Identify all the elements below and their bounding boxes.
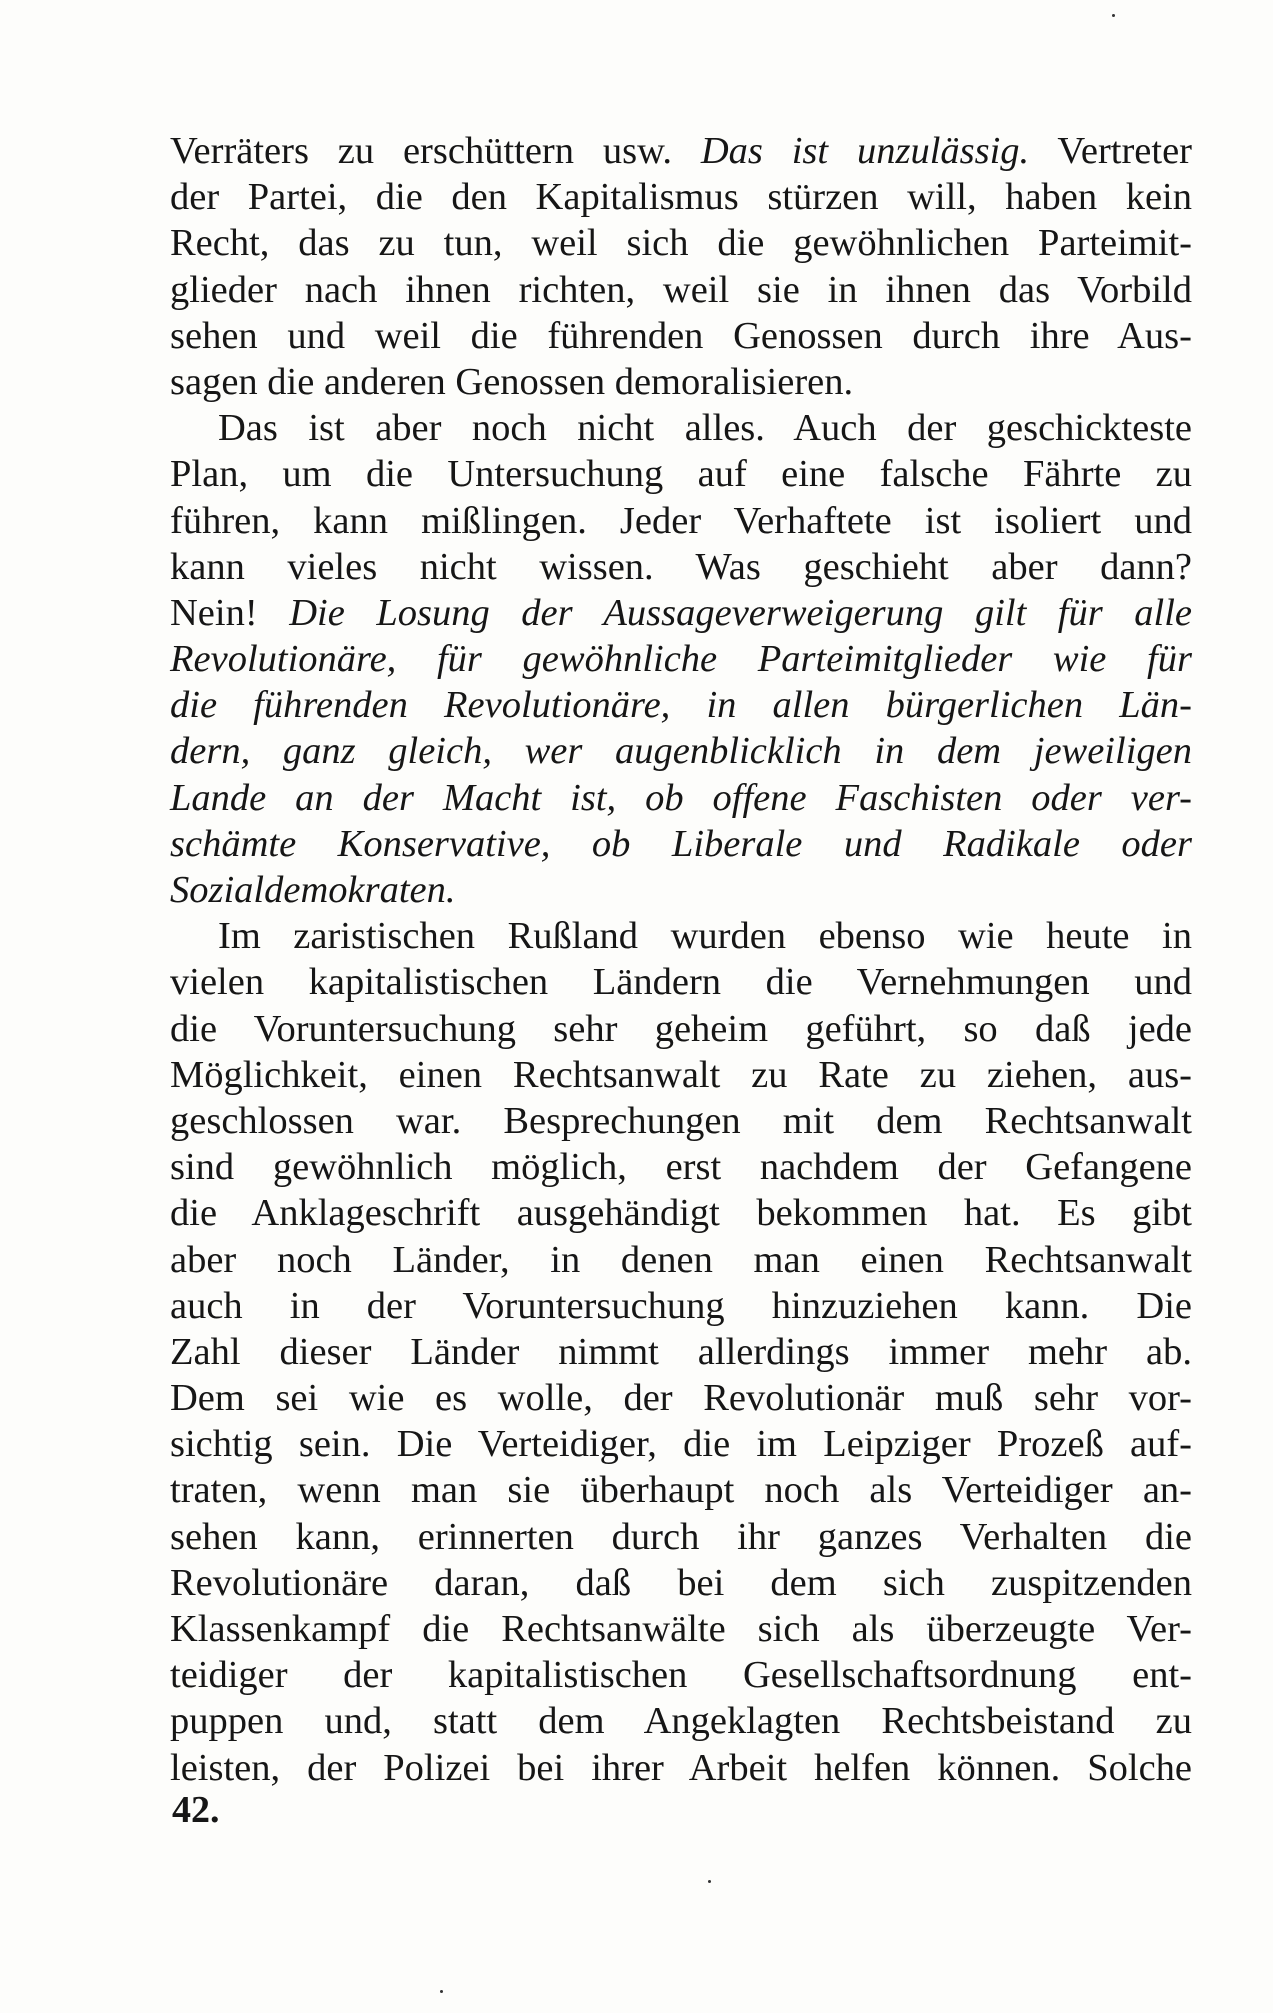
scan-speck [440,1990,443,1993]
text-line [170,821,1192,867]
text-line [170,1560,1192,1606]
text-run: sehen kann, erinnerten durch ihr ganzes Verhalten die [170,1515,1192,1558]
text-run: auch in der Voruntersuchung hinzuziehen kann. Die [170,1284,1192,1327]
text-run: Das ist aber noch nicht alles. Auch der geschickteste [218,407,1192,450]
italic-text: dern, ganz gleich, wer augenblicklich in dem jeweiligen [170,730,1192,773]
text-line [170,1190,1192,1236]
text-line [170,1606,1192,1652]
page-number: 42. [172,1789,220,1831]
text-line [170,636,1192,682]
text-line [170,1006,1192,1052]
paragraph [170,913,1192,1791]
text-line [170,590,1192,636]
text-line [170,1652,1192,1698]
text-line [170,867,1192,913]
text-run: Verräters zu erschüttern usw. [170,130,701,172]
text-line [170,1514,1192,1560]
scan-speck [1112,14,1115,17]
paragraph [170,128,1192,405]
text-run: glieder nach ihnen richten, weil sie in ihnen das Vorbild [170,268,1192,311]
italic-text: Sozialdemokraten. [170,869,456,911]
paragraph [170,405,1192,913]
scan-speck [708,1880,711,1883]
text-line [170,451,1192,497]
text-run: die Voruntersuchung sehr geheim geführt, so daß jede [170,1007,1192,1050]
text-line [170,959,1192,1005]
text-run: Recht, das zu tun, weil sich die gewöhnlichen Parteimit- [170,222,1192,265]
italic-text: Die Losung der Aussageverweigerung gilt für alle [289,591,1192,634]
text-run: die Anklageschrift ausgehändigt bekommen hat. Es gibt [170,1192,1192,1235]
text-line [170,1421,1192,1467]
italic-text: Revolutionäre, für gewöhnliche Parteimitglieder wie für [170,638,1192,681]
text-run: aber noch Länder, in denen man einen Rechtsanwalt [170,1238,1192,1281]
text-line [170,1283,1192,1329]
text-run: Im zaristischen Rußland wurden ebenso wie heute in [218,915,1192,958]
text-run: puppen und, statt dem Angeklagten Rechtsbeistand zu [170,1700,1192,1743]
text-run: Dem sei wie es wolle, der Revolutionär muß sehr vor- [170,1377,1192,1420]
text-line [170,775,1192,821]
text-line [170,1098,1192,1144]
text-run: Revolutionäre daran, daß bei dem sich zuspitzenden [170,1561,1192,1604]
text-run: Klassenkampf die Rechtsanwälte sich als überzeugte Ver- [170,1608,1192,1650]
text-line [170,128,1192,174]
italic-text: die führenden Revolutionäre, in allen bürgerlichen Län- [170,684,1192,727]
text-run: Möglichkeit, einen Rechtsanwalt zu Rate zu ziehen, aus- [170,1053,1192,1096]
text-line [170,174,1192,220]
text-run: Plan, um die Untersuchung auf eine falsche Fährte zu [170,453,1192,496]
text-line [170,1144,1192,1190]
text-line [170,1329,1192,1375]
text-run: sichtig sein. Die Verteidiger, die im Leipziger Prozeß auf- [170,1423,1192,1466]
text-run: Zahl dieser Länder nimmt allerdings immer mehr ab. [170,1330,1192,1373]
body-text [170,128,1192,1791]
text-run: kann vieles nicht wissen. Was geschieht aber dann? [170,545,1192,588]
text-run: sehen und weil die führenden Genossen durch ihre Aus- [170,314,1192,357]
text-run: Vertreter [1029,130,1192,172]
text-line [170,1237,1192,1283]
italic-text: Lande an der Macht ist, ob offene Faschisten oder ver- [170,776,1192,819]
italic-text: schämte Konservative, ob Liberale und Radikale oder [170,822,1192,865]
text-line [170,313,1192,359]
text-line [170,220,1192,266]
text-line [170,1745,1192,1791]
text-run: sagen die anderen Genossen demoralisieren. [170,360,854,403]
text-line [170,544,1192,590]
text-run: geschlossen war. Besprechungen mit dem Rechtsanwalt [170,1099,1192,1142]
text-run: sind gewöhnlich möglich, erst nachdem der Gefangene [170,1146,1192,1189]
text-run: leisten, der Polizei bei ihrer Arbeit helfen können. Solche [170,1746,1192,1789]
text-run: traten, wenn man sie überhaupt noch als Verteidiger an- [170,1469,1192,1512]
text-line [170,1052,1192,1098]
text-line [170,728,1192,774]
text-line [170,1375,1192,1421]
text-line [170,405,1192,451]
text-run: vielen kapitalistischen Ländern die Vernehmungen und [170,961,1192,1004]
text-run: teidiger der kapitalistischen Gesellschaftsordnung ent- [170,1654,1192,1697]
text-run: führen, kann mißlingen. Jeder Verhaftete ist isoliert und [170,499,1192,542]
text-line [170,1698,1192,1744]
text-line [170,359,1192,405]
text-line [170,267,1192,313]
text-line [170,1467,1192,1513]
text-run: Nein! [170,591,290,634]
text-line [170,682,1192,728]
text-line [170,498,1192,544]
text-line [170,913,1192,959]
italic-text: Das ist unzulässig. [700,130,1030,172]
text-run: der Partei, die den Kapitalismus stürzen will, haben kein [170,176,1192,219]
